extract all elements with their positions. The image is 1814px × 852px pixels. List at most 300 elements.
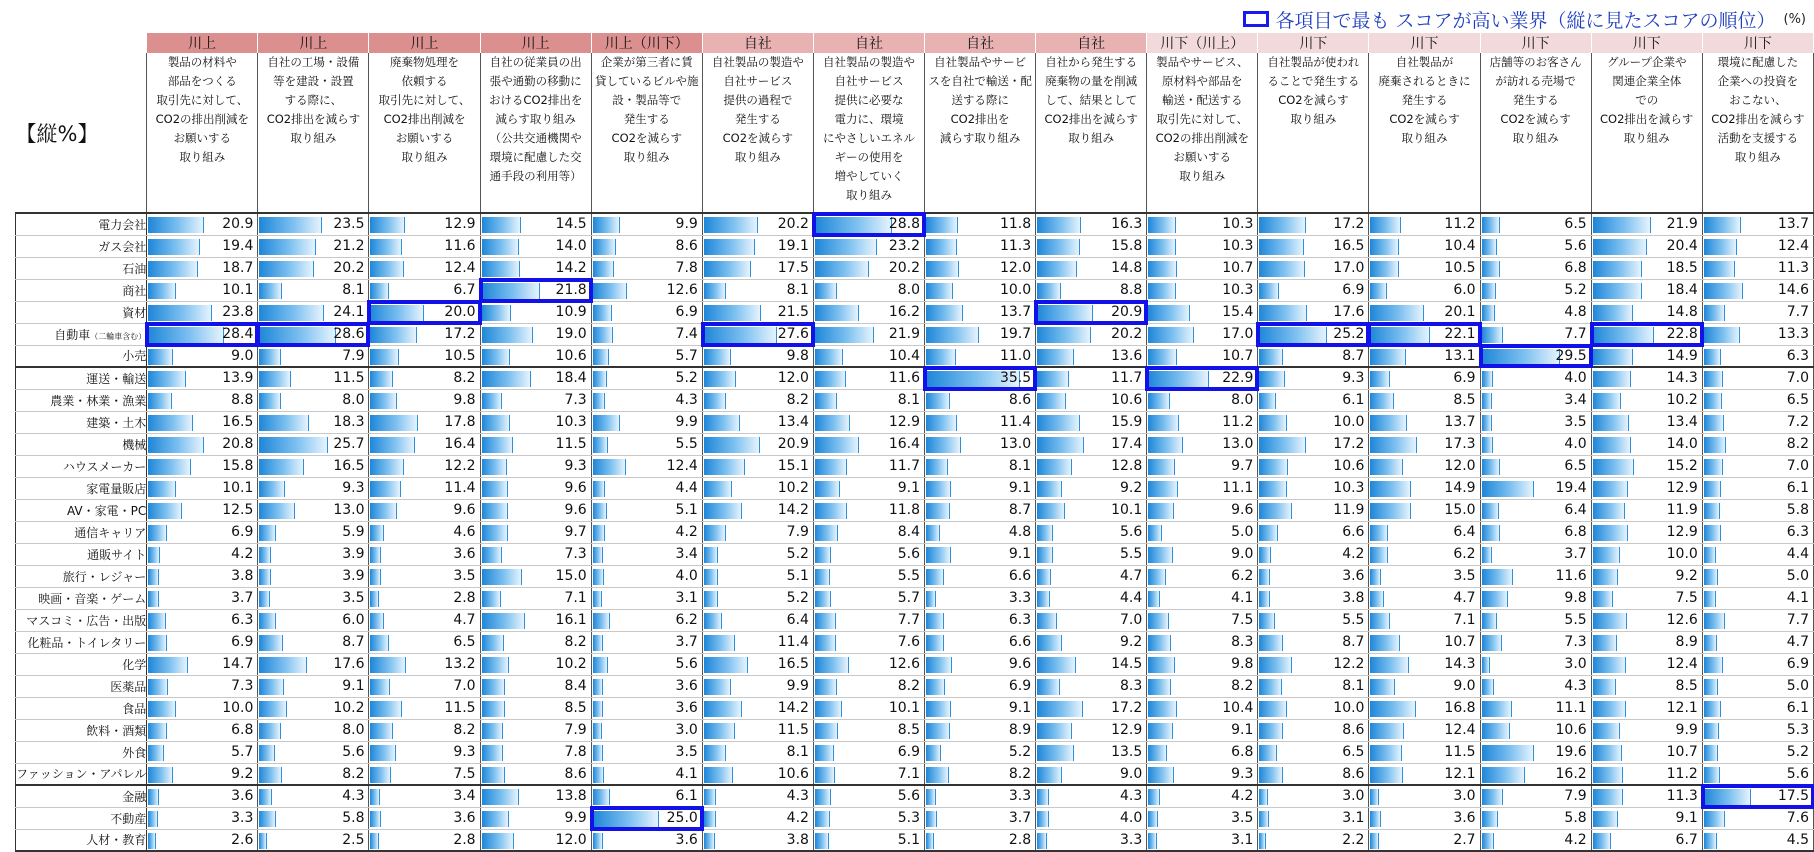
- value-bar: [148, 261, 198, 277]
- value-cell: [925, 477, 1036, 499]
- value-bar: [1704, 635, 1717, 651]
- value-label: 3.1: [1231, 831, 1254, 848]
- value-bar: [1259, 437, 1305, 453]
- value-bar: [1482, 459, 1500, 475]
- legend-label: 各項目で最も スコアが高い業界（縦に見たスコアの順位）: [1275, 9, 1776, 32]
- value-bar: [148, 569, 159, 585]
- value-label: 5.2: [1564, 281, 1587, 298]
- value-label: 16.5: [777, 655, 809, 672]
- value-cell: [480, 653, 591, 675]
- value-cell: [147, 367, 258, 389]
- value-label: 9.2: [1675, 567, 1698, 584]
- value-bar: [148, 415, 192, 431]
- value-bar: [1482, 547, 1493, 563]
- value-bar: [1593, 811, 1618, 827]
- value-label: 11.9: [1333, 501, 1365, 518]
- value-cell: [591, 807, 702, 829]
- value-cell: [1591, 719, 1702, 741]
- value-bar: [593, 745, 603, 761]
- value-label: 17.2: [444, 325, 476, 342]
- value-bar: [926, 701, 951, 717]
- value-cell: [1702, 675, 1813, 697]
- value-cell: [1036, 763, 1147, 785]
- value-label: 9.2: [1119, 633, 1143, 650]
- table-row: [16, 477, 1814, 499]
- value-bar: [704, 569, 718, 585]
- industry-label: [16, 565, 147, 587]
- value-label: 8.0: [1231, 391, 1254, 408]
- value-label: 2.8: [1008, 831, 1032, 848]
- value-label: 8.2: [1786, 435, 1809, 452]
- value-bar: [370, 371, 393, 387]
- value-bar: [1370, 349, 1405, 365]
- value-cell: [1702, 609, 1813, 631]
- value-bar: [259, 547, 270, 563]
- value-bar: [482, 393, 502, 409]
- value-bar: [1037, 591, 1050, 607]
- value-label: 9.9: [675, 413, 698, 430]
- value-bar: [482, 789, 519, 805]
- value-cell: [1036, 631, 1147, 653]
- value-cell: [147, 279, 258, 301]
- industry-label: [16, 279, 147, 301]
- table-row: [16, 433, 1814, 455]
- stage-label: 川上: [258, 33, 369, 53]
- value-bar: [259, 371, 290, 387]
- value-bar: [482, 569, 522, 585]
- value-label: 11.4: [999, 413, 1032, 430]
- value-cell: [813, 279, 924, 301]
- value-label: 8.6: [1342, 721, 1365, 738]
- table-row: [16, 675, 1814, 697]
- description-header-row: [16, 53, 1814, 213]
- value-bar: [1370, 327, 1429, 343]
- value-cell: [258, 741, 369, 763]
- value-cell: [1258, 543, 1369, 565]
- value-cell: [591, 697, 702, 719]
- value-cell: [1591, 455, 1702, 477]
- value-bar: [259, 701, 287, 717]
- value-bar: [815, 525, 838, 541]
- value-cell: [813, 521, 924, 543]
- value-cell: [1258, 785, 1369, 807]
- value-bar: [1370, 635, 1399, 651]
- value-bar: [1148, 811, 1158, 827]
- value-cell: [1036, 565, 1147, 587]
- value-bar: [148, 745, 164, 761]
- value-label: 7.0: [453, 677, 476, 694]
- value-cell: [1147, 477, 1258, 499]
- value-bar: [1259, 613, 1274, 629]
- value-label: 28.6: [333, 325, 365, 342]
- value-label: 8.2: [897, 677, 921, 694]
- industry-label: [16, 785, 147, 807]
- value-bar: [926, 261, 959, 277]
- value-label: 19.0: [555, 325, 587, 342]
- value-label: 11.4: [777, 633, 809, 650]
- value-bar: [1704, 327, 1740, 343]
- value-cell: [591, 609, 702, 631]
- value-bar: [1037, 569, 1050, 585]
- value-label: 12.9: [1666, 523, 1698, 540]
- value-cell: [1036, 499, 1147, 521]
- value-cell: [1480, 433, 1591, 455]
- value-cell: [813, 675, 924, 697]
- value-label: 8.7: [342, 633, 365, 650]
- value-label: 13.4: [777, 413, 809, 430]
- value-bar: [1259, 525, 1277, 541]
- value-bar: [1370, 657, 1409, 673]
- industry-note: （二輪車含む）: [90, 331, 147, 341]
- value-cell: [1480, 763, 1591, 785]
- value-bar: [815, 723, 838, 739]
- value-label: 8.2: [1008, 765, 1032, 782]
- value-cell: [813, 213, 924, 235]
- value-bar: [148, 547, 160, 563]
- value-bar: [1037, 547, 1052, 563]
- value-bar: [1259, 261, 1305, 277]
- value-bar: [259, 525, 276, 541]
- value-cell: [1258, 499, 1369, 521]
- value-label: 8.1: [786, 281, 809, 298]
- value-label: 6.9: [675, 303, 698, 320]
- value-bar: [1593, 723, 1620, 739]
- value-cell: [1258, 433, 1369, 455]
- value-bar: [1370, 613, 1390, 629]
- value-label: 9.8: [453, 391, 476, 408]
- value-cell: [1591, 323, 1702, 345]
- value-cell: [1147, 521, 1258, 543]
- value-label: 6.6: [1008, 633, 1032, 650]
- value-cell: [1480, 565, 1591, 587]
- value-label: 4.6: [453, 523, 476, 540]
- value-label: 13.7: [1444, 413, 1476, 430]
- value-bar: [148, 327, 224, 343]
- value-bar: [926, 745, 941, 761]
- value-bar: [1370, 217, 1400, 233]
- value-cell: [1591, 477, 1702, 499]
- value-label: 3.5: [453, 567, 476, 584]
- value-bar: [1259, 415, 1286, 431]
- value-bar: [370, 459, 403, 475]
- value-cell: [1480, 213, 1591, 235]
- stage-label: 川下: [1591, 33, 1702, 53]
- value-label: 14.2: [777, 501, 809, 518]
- value-bar: [482, 459, 507, 475]
- value-bar: [1593, 701, 1626, 717]
- value-bar: [1370, 503, 1410, 519]
- value-label: 3.9: [342, 567, 365, 584]
- value-bar: [1593, 437, 1631, 453]
- value-label: 7.4: [675, 325, 698, 342]
- value-label: 8.8: [1119, 281, 1143, 298]
- value-bar: [704, 789, 716, 805]
- value-bar: [370, 525, 383, 541]
- value-label: 8.6: [1008, 391, 1032, 408]
- value-label: 6.9: [231, 523, 254, 540]
- value-label: 22.1: [1444, 325, 1476, 342]
- value-bar: [593, 657, 609, 673]
- value-bar: [1704, 789, 1751, 805]
- value-bar: [1370, 569, 1380, 585]
- value-bar: [1037, 789, 1049, 805]
- value-bar: [704, 371, 737, 387]
- industry-name: 飲料・酒類: [86, 723, 147, 738]
- value-cell: [1702, 367, 1813, 389]
- value-label: 19.6: [1555, 743, 1587, 760]
- value-label: 4.1: [1231, 589, 1254, 606]
- value-bar: [1259, 591, 1270, 607]
- value-label: 9.6: [1231, 501, 1254, 518]
- value-cell: [813, 741, 924, 763]
- value-label: 10.0: [1666, 545, 1698, 562]
- value-label: 5.3: [897, 809, 921, 826]
- value-bar: [1148, 459, 1175, 475]
- value-label: 3.3: [1008, 589, 1032, 606]
- value-cell: [925, 521, 1036, 543]
- value-label: 8.3: [1231, 633, 1254, 650]
- value-bar: [1704, 261, 1735, 277]
- value-cell: [1480, 411, 1591, 433]
- value-label: 25.0: [666, 809, 698, 826]
- value-cell: [1147, 257, 1258, 279]
- value-label: 14.6: [1777, 281, 1809, 298]
- value-bar: [148, 833, 156, 849]
- value-cell: [1480, 807, 1591, 829]
- value-cell: [1369, 455, 1480, 477]
- value-bar: [148, 437, 204, 453]
- value-cell: [480, 521, 591, 543]
- value-label: 4.7: [1453, 589, 1476, 606]
- value-cell: [591, 653, 702, 675]
- value-bar: [1148, 723, 1173, 739]
- value-bar: [370, 569, 380, 585]
- value-label: 5.6: [1564, 237, 1587, 254]
- value-cell: [1591, 433, 1702, 455]
- value-cell: [258, 543, 369, 565]
- value-label: 12.4: [1444, 721, 1476, 738]
- value-cell: [1036, 345, 1147, 367]
- value-label: 7.3: [564, 545, 587, 562]
- value-label: 16.2: [1555, 765, 1587, 782]
- value-bar: [482, 591, 502, 607]
- value-bar: [815, 767, 835, 783]
- value-bar: [704, 437, 760, 453]
- value-cell: [147, 697, 258, 719]
- score-table: [15, 33, 1814, 852]
- value-bar: [1370, 305, 1424, 321]
- value-bar: [1037, 503, 1065, 519]
- value-cell: [1480, 609, 1591, 631]
- value-bar: [482, 833, 515, 849]
- value-cell: [925, 433, 1036, 455]
- value-bar: [1593, 349, 1633, 365]
- value-bar: [815, 437, 859, 453]
- value-bar: [1704, 591, 1716, 607]
- value-cell: [1591, 367, 1702, 389]
- value-label: 15.8: [222, 457, 254, 474]
- industry-label: [16, 455, 147, 477]
- value-cell: [1369, 367, 1480, 389]
- value-bar: [1482, 327, 1503, 343]
- value-bar: [1593, 371, 1632, 387]
- value-bar: [1593, 767, 1623, 783]
- value-bar: [1482, 789, 1504, 805]
- value-label: 10.6: [1333, 457, 1365, 474]
- value-cell: [925, 631, 1036, 653]
- value-cell: [702, 587, 813, 609]
- value-label: 10.2: [1666, 391, 1698, 408]
- value-label: 5.8: [1786, 501, 1809, 518]
- value-label: 7.1: [1453, 611, 1476, 628]
- value-cell: [1147, 587, 1258, 609]
- value-label: 10.3: [1222, 237, 1254, 254]
- value-cell: [702, 785, 813, 807]
- value-label: 8.5: [897, 721, 921, 738]
- value-label: 8.9: [1008, 721, 1032, 738]
- value-label: 13.5: [1111, 743, 1143, 760]
- value-cell: [258, 433, 369, 455]
- value-cell: [1369, 675, 1480, 697]
- value-label: 13.0: [333, 501, 365, 518]
- value-cell: [1480, 389, 1591, 411]
- value-label: 4.0: [675, 567, 698, 584]
- value-cell: [813, 455, 924, 477]
- value-label: 2.5: [342, 831, 365, 848]
- value-label: 17.3: [1444, 435, 1476, 452]
- value-cell: [1258, 675, 1369, 697]
- value-label: 3.6: [1453, 809, 1476, 826]
- industry-name: ファッション・アパレル: [16, 767, 147, 782]
- value-cell: [258, 367, 369, 389]
- value-bar: [1370, 283, 1387, 299]
- industry-label: [16, 543, 147, 565]
- value-label: 13.7: [999, 303, 1032, 320]
- value-bar: [1704, 723, 1719, 739]
- industry-name: AV・家電・PC: [66, 503, 147, 518]
- value-bar: [926, 635, 944, 651]
- value-bar: [1259, 745, 1277, 761]
- value-label: 15.4: [1222, 303, 1254, 320]
- value-bar: [815, 283, 837, 299]
- value-bar: [1370, 459, 1403, 475]
- value-bar: [704, 613, 722, 629]
- value-bar: [482, 811, 509, 827]
- value-label: 5.2: [786, 589, 809, 606]
- value-cell: [702, 675, 813, 697]
- value-label: 8.4: [897, 523, 921, 540]
- value-label: 13.1: [1444, 347, 1476, 364]
- value-label: 3.6: [453, 545, 476, 562]
- value-cell: [258, 499, 369, 521]
- value-label: 11.5: [444, 699, 476, 716]
- value-bar: [1704, 415, 1724, 431]
- table-row: [16, 587, 1814, 609]
- value-label: 12.6: [888, 655, 921, 672]
- value-label: 9.1: [342, 677, 365, 694]
- value-cell: [369, 763, 480, 785]
- value-label: 16.4: [444, 435, 476, 452]
- value-bar: [704, 217, 758, 233]
- value-label: 6.7: [453, 281, 476, 298]
- value-label: 6.2: [1453, 545, 1476, 562]
- value-label: 4.3: [675, 391, 698, 408]
- value-cell: [1480, 697, 1591, 719]
- value-label: 7.0: [1786, 370, 1809, 386]
- value-cell: [258, 675, 369, 697]
- value-cell: [369, 697, 480, 719]
- value-bar: [1148, 613, 1169, 629]
- value-bar: [1482, 261, 1501, 277]
- value-bar: [370, 833, 378, 849]
- value-cell: [925, 345, 1036, 367]
- value-label: 11.5: [1444, 743, 1476, 760]
- value-label: 6.3: [1786, 347, 1809, 364]
- value-label: 10.4: [888, 347, 921, 364]
- value-cell: [258, 411, 369, 433]
- value-label: 5.6: [342, 743, 365, 760]
- value-label: 11.6: [1555, 567, 1587, 584]
- value-cell: [1147, 741, 1258, 763]
- value-label: 23.2: [888, 237, 921, 254]
- value-cell: [480, 279, 591, 301]
- value-label: 3.5: [1453, 567, 1476, 584]
- value-cell: [147, 455, 258, 477]
- value-bar: [1148, 679, 1171, 695]
- value-label: 7.8: [564, 743, 587, 760]
- value-bar: [593, 591, 602, 607]
- value-cell: [258, 631, 369, 653]
- value-cell: [1258, 653, 1369, 675]
- value-cell: [1702, 477, 1813, 499]
- value-bar: [1259, 569, 1269, 585]
- value-bar: [1593, 305, 1633, 321]
- value-cell: [1369, 587, 1480, 609]
- value-cell: [369, 741, 480, 763]
- column-description: グループ企業や 関連企業全体 での CO2排出を減らす 取り組み: [1591, 53, 1702, 213]
- value-label: 2.7: [1453, 831, 1476, 848]
- value-cell: [702, 433, 813, 455]
- value-bar: [1259, 459, 1288, 475]
- industry-name: ハウスメーカー: [62, 459, 147, 474]
- industry-label: [16, 367, 147, 389]
- value-label: 4.7: [1119, 567, 1143, 584]
- value-cell: [147, 411, 258, 433]
- table-row: [16, 521, 1814, 543]
- industry-label: [16, 587, 147, 609]
- value-label: 10.1: [222, 281, 254, 298]
- value-bar: [704, 701, 742, 717]
- value-cell: [1258, 455, 1369, 477]
- value-cell: [1147, 389, 1258, 411]
- value-cell: [1258, 345, 1369, 367]
- column-description: 製品の材料や 部品をつくる 取引先に対して、 CO2の排出削減を お願いする 取り組み: [147, 53, 258, 213]
- value-label: 3.0: [1342, 788, 1365, 804]
- value-cell: [1480, 719, 1591, 741]
- value-cell: [1369, 411, 1480, 433]
- value-bar: [1593, 459, 1634, 475]
- value-bar: [370, 701, 401, 717]
- column-description: 自社製品が 廃棄されるときに 発生する CO2を減らす 取り組み: [1369, 53, 1480, 213]
- value-bar: [704, 261, 751, 277]
- value-bar: [1370, 481, 1410, 497]
- value-bar: [1259, 327, 1326, 343]
- industry-label: [16, 433, 147, 455]
- value-cell: [813, 631, 924, 653]
- value-cell: [369, 455, 480, 477]
- value-cell: [1591, 257, 1702, 279]
- value-label: 28.4: [222, 325, 254, 342]
